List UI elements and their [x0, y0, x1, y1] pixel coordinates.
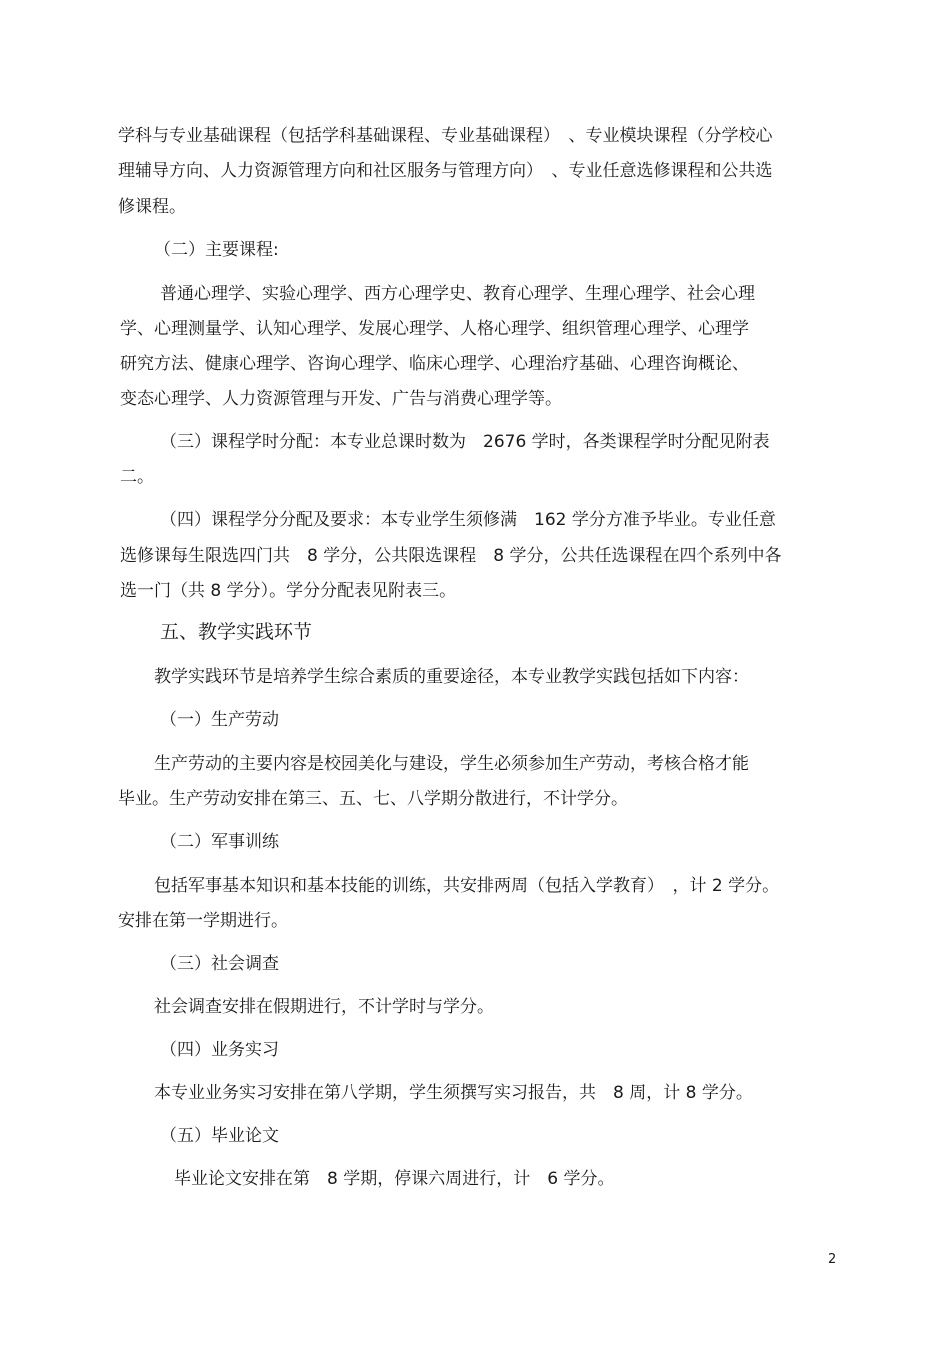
- text-line: 普通心理学、实验心理学、西方心理学史、教育心理学、生理心理学、社会心理: [160, 284, 755, 304]
- text-line: 毕业论文安排在第 8 学期，停课六周进行，计 6 学分。: [174, 1169, 615, 1189]
- text-line: 学、心理测量学、认知心理学、发展心理学、人格心理学、组织管理心理学、心理学: [120, 319, 749, 339]
- text-line: 生产劳动的主要内容是校园美化与建设，学生必须参加生产劳动，考核合格才能: [154, 754, 749, 774]
- text-line: 变态心理学、人力资源管理与开发、广告与消费心理学等。: [120, 389, 562, 409]
- page-number: 2: [828, 1252, 837, 1267]
- section-heading: （一）生产劳动: [160, 710, 279, 730]
- section-heading: （二）军事训练: [160, 832, 279, 852]
- chapter-heading: 五、教学实践环节: [160, 621, 313, 643]
- text-line: 毕业。生产劳动安排在第三、五、七、八学期分散进行，不计学分。: [118, 789, 628, 809]
- text-line: 学科与专业基础课程（包括学科基础课程、专业基础课程） 、专业模块课程（分学校心: [118, 126, 773, 146]
- text-line: （四）课程学分分配及要求：本专业学生须修满 162 学分方准予毕业。专业任意: [160, 510, 776, 530]
- text-line: 本专业业务实习安排在第八学期，学生须撰写实习报告，共 8 周，计 8 学分。: [154, 1083, 753, 1103]
- text-line: 社会调查安排在假期进行，不计学时与学分。: [154, 997, 494, 1017]
- text-line: 安排在第一学期进行。: [118, 911, 288, 931]
- text-line: 选修课每生限选四门共 8 学分，公共限选课程 8 学分，公共任选课程在四个系列中各: [120, 546, 782, 566]
- text-line: 选一门（共 8 学分）。学分分配表见附表三。: [120, 581, 457, 601]
- text-line: 二。: [120, 467, 154, 487]
- section-heading: （三）社会调查: [160, 954, 279, 974]
- section-heading: （四）业务实习: [160, 1040, 279, 1060]
- section-heading: （二）主要课程:: [154, 240, 279, 260]
- text-line: 教学实践环节是培养学生综合素质的重要途径，本专业教学实践包括如下内容：: [154, 667, 749, 687]
- text-line: 研究方法、健康心理学、咨询心理学、临床心理学、心理治疗基础、心理咨询概论、: [120, 354, 749, 374]
- section-heading: （五）毕业论文: [160, 1126, 279, 1146]
- text-line: 修课程。: [118, 197, 186, 217]
- text-line: 理辅导方向、人力资源管理方向和社区服务与管理方向） 、专业任意选修课程和公共选: [118, 161, 773, 181]
- text-line: 包括军事基本知识和基本技能的训练，共安排两周（包括入学教育） ，计 2 学分。: [154, 876, 780, 896]
- text-line: （三）课程学时分配：本专业总课时数为 2676 学时，各类课程学时分配见附表: [160, 432, 770, 452]
